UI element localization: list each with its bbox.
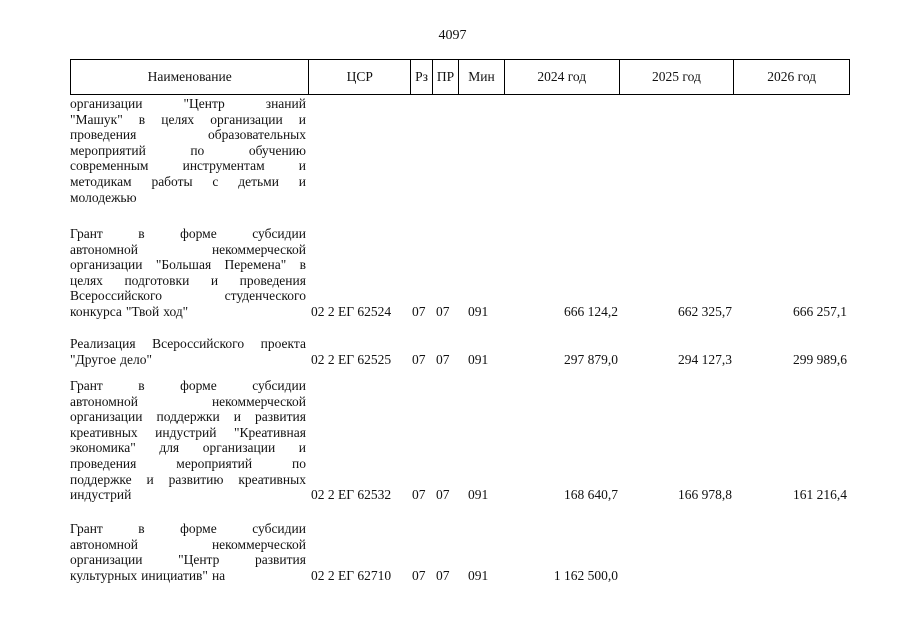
description-word: некоммерческой [211, 393, 306, 409]
header-min: Мин [459, 60, 505, 94]
description-word: организации [210, 111, 283, 127]
description-word: мероприятий [70, 142, 146, 158]
row-value-2026: 161 216,4 [793, 487, 847, 503]
description-word: и [210, 272, 219, 288]
description-word: "Машук" [70, 111, 123, 127]
description-word: проведения [70, 127, 137, 143]
description-line [70, 143, 306, 159]
description-line [70, 552, 306, 568]
description-word: по [190, 142, 205, 158]
row-min: 091 [468, 304, 489, 319]
description-word: форме [180, 378, 217, 393]
description-line [70, 257, 306, 273]
description-word: и [298, 158, 306, 174]
description-word: развития [254, 409, 306, 425]
description-word: в [138, 111, 146, 127]
description-word: в [138, 378, 145, 393]
description-line [70, 288, 306, 304]
description-word: форме [180, 521, 217, 536]
header-pr: ПР [433, 60, 459, 94]
description-word: методикам [70, 173, 132, 189]
table-row [70, 96, 850, 205]
description-word: и [298, 111, 306, 127]
description-word: и [298, 173, 306, 189]
description-word: Всероссийского [152, 336, 245, 351]
row-values [70, 352, 850, 368]
description-word: "Большая [155, 257, 212, 273]
description-word: инициатив" [141, 567, 208, 583]
row-value-2024: 168 640,7 [564, 487, 618, 503]
row-min: 091 [468, 487, 489, 503]
row-csr: 02 2 ЕГ 62525 [311, 351, 392, 367]
description-word: поддержки [156, 409, 220, 425]
row-value-2025: 166 978,8 [678, 487, 732, 503]
description-line [70, 472, 306, 488]
description-line [70, 456, 306, 472]
description-word: развитию [168, 471, 224, 487]
description-word: инструментам [182, 158, 265, 174]
row-value-2025: 294 127,3 [678, 351, 732, 367]
description-line [70, 336, 306, 352]
description-word: поддержке [70, 471, 132, 487]
description-line [70, 127, 306, 143]
description-word: студенческого [224, 288, 306, 304]
description-word: "Центр [178, 552, 220, 568]
description-word: проведения [70, 455, 137, 471]
description-line [70, 273, 306, 289]
description-word: субсидии [252, 378, 306, 393]
description-word: автономной [70, 393, 138, 409]
description-word: индустрий [70, 487, 132, 503]
description-word: проведения [239, 272, 306, 288]
description-word: Реализация [70, 336, 136, 351]
description-word: мероприятий [176, 455, 253, 471]
description-line [70, 409, 306, 425]
row-pr: 07 [436, 351, 450, 367]
description-line [70, 242, 306, 258]
table-row [70, 521, 850, 583]
header-name: Наименование [71, 60, 309, 94]
table-row [70, 226, 850, 320]
row-pr: 07 [436, 567, 450, 583]
description-word: Грант [70, 226, 103, 241]
row-value-2024: 297 879,0 [564, 351, 618, 367]
description-word: на [211, 567, 226, 583]
description-word: организации [202, 440, 276, 456]
row-rz: 07 [412, 567, 426, 583]
description-line [70, 158, 306, 174]
description-word: некоммерческой [211, 536, 306, 552]
description-word: конкурса [70, 303, 122, 319]
table-header [70, 59, 850, 95]
description-word: Всероссийского [70, 288, 162, 304]
description-word: организации [70, 96, 143, 111]
row-csr: 02 2 ЕГ 62710 [311, 567, 392, 583]
header-year-2024: 2024 год [505, 60, 620, 94]
table-row [70, 336, 850, 367]
description-word: знаний [265, 96, 306, 111]
row-values [70, 487, 850, 503]
row-value-2024: 1 162 500,0 [553, 567, 618, 583]
description-line [70, 378, 306, 394]
description-line [70, 174, 306, 190]
description-word: образовательных [207, 127, 306, 143]
description-line [70, 112, 306, 128]
row-csr: 02 2 ЕГ 62532 [311, 487, 392, 503]
description-word: проекта [260, 336, 306, 351]
description-word: для [159, 440, 180, 456]
description-word: индустрий [155, 424, 217, 440]
description-word: и [233, 409, 241, 425]
description-word: автономной [70, 536, 138, 552]
row-value-2026: 666 257,1 [793, 304, 847, 319]
description-word: работы [151, 173, 193, 189]
description-line [70, 394, 306, 410]
row-rz: 07 [412, 351, 426, 367]
description-word: современным [70, 158, 149, 174]
description-word: целях [70, 272, 103, 288]
description-word: культурных [70, 567, 138, 583]
table-row [70, 378, 850, 503]
description-word: подготовки [124, 272, 190, 288]
description-line [70, 440, 306, 456]
header-year-2026: 2026 год [767, 69, 817, 84]
description-word: "Креативная [233, 424, 306, 440]
description-word: в [138, 521, 145, 536]
description-word: организации [70, 257, 143, 273]
row-values [70, 190, 850, 206]
description-word: автономной [70, 241, 138, 257]
row-rz: 07 [412, 304, 426, 319]
description-word: по [292, 455, 306, 471]
description-word: целях [161, 111, 195, 127]
description-word: организации [70, 552, 143, 568]
description-word: с [212, 173, 219, 189]
description-word: форме [180, 226, 217, 241]
row-values [70, 304, 850, 320]
row-rz: 07 [412, 487, 426, 503]
description-word: ход" [163, 303, 189, 319]
header-csr: ЦСР [309, 60, 411, 94]
row-value-2024: 666 124,2 [564, 304, 618, 319]
description-word: креативных [70, 424, 138, 440]
row-value-2026: 299 989,6 [793, 351, 847, 367]
description-word: "Центр [183, 96, 225, 111]
header-year-2025: 2025 год [620, 60, 735, 94]
row-min: 091 [468, 567, 489, 583]
row-value-2025: 662 325,7 [678, 304, 732, 319]
description-line [70, 425, 306, 441]
row-description [70, 378, 306, 503]
description-word: в [299, 257, 306, 273]
description-word: детьми [238, 173, 279, 189]
description-word: "Другое [70, 351, 117, 367]
description-line [70, 537, 306, 553]
row-min: 091 [468, 351, 489, 367]
description-word: экономика" [70, 440, 136, 456]
row-pr: 07 [436, 304, 450, 319]
page-number: 4097 [438, 28, 467, 43]
description-word: субсидии [252, 226, 306, 241]
description-line [70, 96, 306, 112]
description-word: организации [70, 409, 143, 425]
description-word: субсидии [252, 521, 306, 536]
description-word: молодежью [70, 189, 137, 205]
description-word: обучению [248, 142, 306, 158]
row-values [70, 568, 850, 584]
row-pr: 07 [436, 487, 450, 503]
description-word: Грант [70, 521, 103, 536]
description-word: "Твой [125, 303, 160, 319]
description-word: креативных [238, 471, 306, 487]
description-word: развития [254, 552, 306, 568]
description-word: Грант [70, 378, 103, 393]
description-word: некоммерческой [211, 241, 306, 257]
description-word: в [138, 226, 145, 241]
description-word: дело" [120, 351, 153, 367]
header-rz: Рз [411, 60, 433, 94]
row-csr: 02 2 ЕГ 62524 [311, 304, 392, 319]
description-word: Перемена" [224, 257, 287, 273]
description-word: и [298, 440, 306, 456]
description-line [70, 521, 306, 537]
description-word: и [146, 471, 154, 487]
description-line [70, 226, 306, 242]
